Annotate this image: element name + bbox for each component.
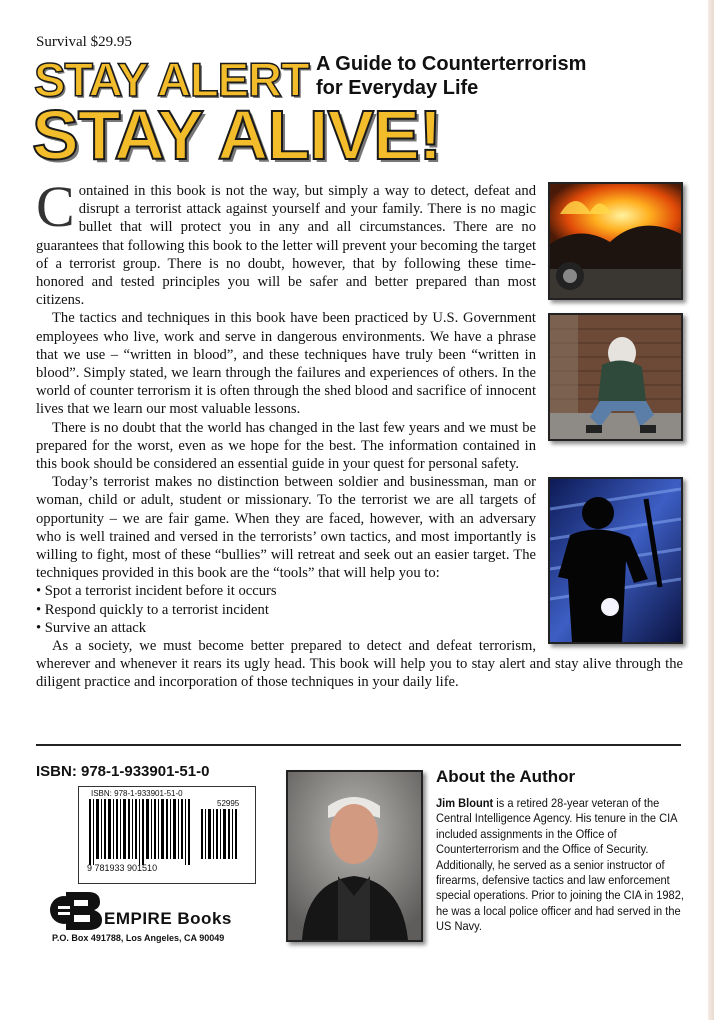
- author-portrait: [288, 772, 421, 940]
- publisher-address: P.O. Box 491788, Los Angeles, CA 90049: [52, 933, 225, 943]
- cover-edge: [708, 0, 714, 1020]
- burning-car-photo: [548, 182, 683, 300]
- paragraph-2: The tactics and techniques in this book have been practiced by U.S. Government employees who live, work and serve in dangerous environments. We have a phrase that we use – “written in blood”, and these techniques have truly been “written in blood”. Simply stated, we learn through the failures and experiences of others. In the world of counter terrorism it is often through the shed blood and sacrifice of innocent lives that we learn our most valuable lessons.: [36, 310, 536, 418]
- barcode: [78, 786, 256, 884]
- paragraph-3: There is no doubt that the world has changed in the last few years and we must be prepared for the worst, even as we hope for the best. The information contained in this book should be considered an essential guide in your quest for personal safety.: [36, 419, 536, 473]
- publisher-logo: [48, 886, 263, 948]
- author-bio: is a retired 28-year veteran of the Central Intelligence Agency. His tenure in the CIA included assignments in the Office of Counterterrorism and the Office of Security. Additionally, he served as a senior instructor of firearms, defensive tactics and law enforcement special operations. Prior to joining the CIA in 1982, he was a local police officer and had served in the US Navy.: [436, 796, 684, 934]
- bullet-item: • Spot a terrorist incident before it occurs: [36, 583, 277, 600]
- drop-cap: C: [36, 174, 75, 239]
- price-label: Survival $29.95: [36, 34, 132, 50]
- burning-car-image: [550, 184, 681, 298]
- bullet-item: • Survive an attack: [36, 619, 147, 636]
- about-author-text: [436, 796, 684, 935]
- author-name: Jim Blount: [436, 796, 494, 810]
- bullet-item: • Respond quickly to a terrorist incident: [36, 601, 269, 618]
- hostage-photo: [548, 313, 683, 441]
- barcode-price-code: 52995: [217, 799, 240, 808]
- hostage-image: [550, 315, 681, 439]
- paragraph-5: As a society, we must become better prepared to detect and defeat terrorism, wherever and whenever it rears its ugly head. This book will help you to stay alert and stay alive through the diligent practice and incorporation of those techniques in your daily life.: [36, 638, 683, 691]
- divider: [36, 744, 681, 746]
- author-photo: [286, 770, 423, 942]
- title-stay-alive: STAY ALIVE!: [32, 96, 442, 174]
- barcode-isbn-text: ISBN: 978-1-933901-51-0: [91, 789, 183, 798]
- about-author-heading: About the Author: [436, 767, 576, 786]
- barcode-digits: 9 781933 901510: [87, 863, 158, 873]
- silhouette-photo: [548, 477, 683, 644]
- empire-logo-icon: [48, 888, 104, 932]
- paragraph-1: ontained in this book is not the way, but simply a way to detect, defeat and disrupt a terrorist attack against yourself and your family. There is no magic bullet that will protect you in any and all circumstances. There are no guarantees that following this book to the letter will prevent your becoming the target of a terrorist group. There is no doubt, however, that by following these time-honored and tested principles you will be safer and better prepared than most citizens.: [36, 183, 536, 309]
- paragraph-4: Today’s terrorist makes no distinction between soldier and businessman, man or woman, child or adult, student or missionary. To the terrorist we are all targets of opportunity – we are fair game. When they are faced, however, with an adversary who is well trained and versed in the terrorists’ own tactics, and most importantly is willing to fight, most of these “bullies” will retreat and seek out an easier target. The techniques provided in this book are the “tools” that will help you to:: [36, 474, 536, 582]
- subtitle: [316, 52, 586, 100]
- subtitle-line-2: for Everyday Life: [316, 77, 479, 99]
- publisher-name: EMPIRE Books: [104, 909, 232, 928]
- barcode-bars: [85, 799, 249, 869]
- body-text: [36, 174, 683, 692]
- isbn-label: ISBN: 978-1-933901-51-0: [36, 763, 210, 780]
- silhouette-image: [550, 479, 681, 642]
- subtitle-line-1: A Guide to Counterterrorism: [316, 53, 587, 75]
- title-stay-alert: STAY ALERT: [34, 53, 309, 106]
